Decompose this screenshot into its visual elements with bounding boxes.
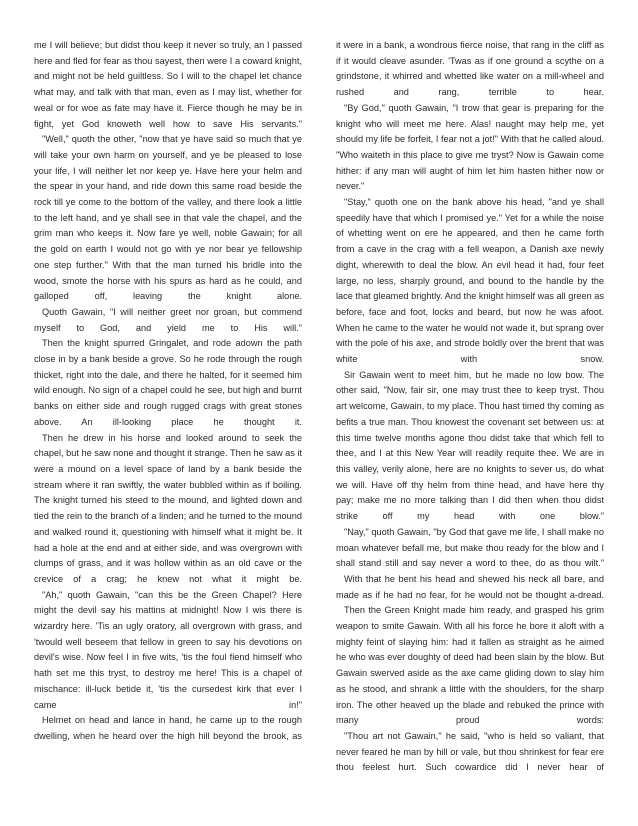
paragraph: it were in a bank, a wondrous fierce noise, that rang in the cliff as if it would cleave asunder. 'Twas as if one ground a scythe on a grindstone, it whirred and whetted like water on a mill-wheel and rushed and rang, terrible to hear.	[336, 40, 604, 98]
left-text-column	[34, 38, 302, 816]
paragraph: Quoth Gawain, "I will neither greet nor groan, but commend myself to God, and yield me to His will."	[34, 306, 302, 333]
paragraph: Then he drew in his horse and looked around to seek the chapel, but he saw none and thought it strange. Then he saw as it were a mound on a level space of land by a bank beside the stream where it ran swiftly, the water bubbled within as if boiling. The knight turned his steed to the mound, and lighted down and tied the rein to the branch of a linden; and he turned to the mound and walked round it, questioning with himself what it might be. It had a hole at the end and at either side, and was overgrown with clumps of grass, and it was hollow within as an old cave or the crevice of a crag; he knew not what it might be.	[34, 432, 302, 584]
paragraph: "Ah," quoth Gawain, "can this be the Green Chapel? Here might the devil say his mattins at midnight! Now I wis there is wizardry here. 'Tis an ugly oratory, all overgrown with grass, and 'twould well beseem that fellow in green to say his devotions on devil's wise. Now feel I in five wits, 'tis the foul fiend himself who hath set me this tryst, to destroy me here! This is a chapel of mischance: ill-luck betide it, 'tis the cursedest kirk that ever I came in!"	[34, 589, 302, 710]
paragraph: "By God," quoth Gawain, "I trow that gear is preparing for the knight who will meet me here. Alas! naught may help me, yet should my life be forfeit, I fear not a jot!" With that he called aloud. "Who waiteth in this place to give me tryst? Now is Gawain come hither: if any man will aught of him let him hasten hither now or never."	[336, 102, 604, 192]
paragraph: "Nay," quoth Gawain, "by God that gave me life, I shall make no moan whatever befall me, but make thou ready for the blow and I shall stand still and say never a word to thee, do as thou wilt."	[336, 526, 604, 569]
paragraph: Then the Green Knight made him ready, and grasped his grim weapon to smite Gawain. With all his force he bore it aloft with a mighty feint of slaying him: had it fallen as straight as he aimed he who was ever doughty of deed had been slain by the blow. But Gawain swerved aside as the axe came gliding down to slay him as he stood, and shrank a little with the shoulders, for the sharp iron. The other heaved up the blade and rebuked the prince with many proud words:	[336, 605, 604, 726]
paragraph: "Well," quoth the other, "now that ye have said so much that ye will take your own harm on yourself, and ye be pleased to lose your life, I will neither let nor keep ye. Have here your helm and the spear in your hand, and ride down this same road beside the rock till ye come to the bottom of the valley, and there look a little to the left hand, and ye shall see in that vale the chapel, and the grim man who keeps it. Now fare ye well, noble Gawain; for all the gold on earth I would not go with ye nor bear ye fellowship one step further." With that the man turned his bridle into the wood, smote the horse with his spurs as hard as he could, and galloped off, leaving the knight alone.	[34, 134, 302, 302]
right-text-column	[336, 38, 604, 816]
paragraph: "Thou art not Gawain," he said, "who is held so valiant, that never feared he man by hill or vale, but thou shrinkest for fear ere thou feelest hurt. Such cowardice did I never hear of	[336, 730, 604, 773]
paragraph: With that he bent his head and shewed his neck all bare, and made as if he had no fear, for he would not be thought a-dread.	[336, 573, 604, 600]
paragraph: Then the knight spurred Gringalet, and rode adown the path close in by a bank beside a grove. So he rode through the rough thicket, right into the dale, and there he halted, for it seemed him wild enough. No sign of a chapel could he see, but high and burnt banks on either side and rough rugged crags with great stones above. An ill-looking place he thought it.	[34, 338, 302, 427]
paragraph: Sir Gawain went to meet him, but he made no low bow. The other said, "Now, fair sir, one may trust thee to keep tryst. Thou art welcome, Gawain, to my place. Thou hast timed thy coming as befits a true man. Thou knowest the covenant set between us: at this time twelve months agone thou didst take that which fell to thee, and I at this New Year will readily requite thee. We are in this valley, verily alone, here are no knights to sever us, do what we will. Have off thy helm from thine head, and have here thy pay; make me no more talking than I did then when thou didst strike off my head with one blow."	[336, 369, 604, 522]
paragraph: "Stay," quoth one on the bank above his head, "and ye shall speedily have that which I promised ye." Yet for a while the noise of whetting went on ere he appeared, and then he came forth from a cave in the crag with a fell weapon, a Danish axe newly dight, wherewith to deal the blow. An evil head it had, four feet large, no less, sharply ground, and bound to the handle by the lace that gleamed brightly. And the knight himself was all green as before, face and foot, locks and beard, but now he was afoot. When he came to the water he would not wade it, but sprang over with the pole of his axe, and strode boldly over the brent that was white with snow.	[336, 197, 604, 365]
paragraph: me I will believe; but didst thou keep it never so truly, an I passed here and fled for fear as thou sayest, then were I a coward knight, and might not be held guiltless. So I will to the chapel let chance what may, and talk with that man, even as I may list, whether for weal or for woe as fate may have it. Fierce though he may be in fight, yet God knoweth well how to save His servants."	[34, 40, 302, 129]
paragraph: Helmet on head and lance in hand, he came up to the rough dwelling, when he heard over the high hill beyond the brook, as	[34, 715, 302, 741]
